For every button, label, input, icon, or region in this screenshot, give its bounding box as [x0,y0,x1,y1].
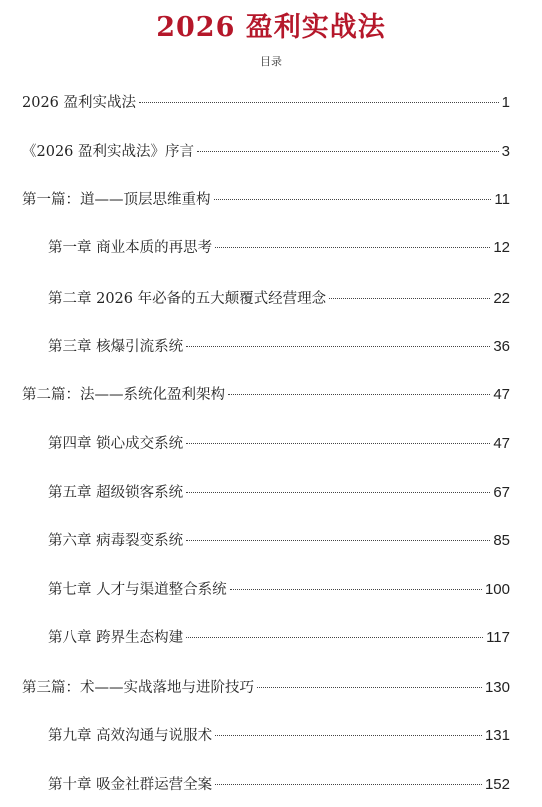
toc-entry-label: 第六章 病毒裂变系统 [48,533,184,549]
toc-entry[interactable] [48,724,510,748]
dot-leader [215,735,482,736]
toc-entry-label: 第五章 超级锁客系统 [48,485,184,501]
toc-entry[interactable] [48,773,510,797]
toc-page-number: 117 [486,629,510,646]
toc-page-number: 36 [493,338,510,355]
toc-entry-label: 第二篇：法——系统化盈利架构 [22,387,225,403]
toc-entry[interactable] [48,236,510,260]
toc-entry-label: 第一篇：道——顶层思维重构 [22,192,211,208]
toc-entry-label: 第八章 跨界生态构建 [48,630,184,646]
dot-leader [186,443,490,444]
toc-entry-label: 第二章 2026 年必备的五大颠覆式经营理念 [48,291,327,307]
toc-entry-label: 第三篇：术——实战落地与进阶技巧 [22,680,254,696]
toc-entry-label: 第七章 人才与渠道整合系统 [48,582,227,598]
toc-entry[interactable] [48,578,510,602]
toc-entry[interactable] [48,529,510,553]
toc-page-number: 47 [493,386,510,403]
dot-leader [215,247,490,248]
dot-leader [186,346,490,347]
toc-entry[interactable] [48,287,510,311]
toc-entry[interactable] [22,676,510,700]
document-title: 2026 盈利实战法 [156,12,386,43]
toc-page-number: 12 [493,239,510,256]
toc-entry[interactable] [22,188,510,212]
dot-leader [139,102,499,103]
toc-page-number: 100 [484,581,510,598]
toc-page-number: 85 [493,532,510,549]
toc-entry-label: 第十章 吸金社群运营全案 [48,777,213,793]
toc-entry[interactable] [22,91,510,115]
toc-entry[interactable] [22,140,510,164]
dot-leader [197,151,499,152]
dot-leader [257,687,482,688]
toc-page-number: 3 [501,143,510,160]
toc-page-number: 131 [484,727,510,744]
toc-entry-label: 第九章 高效沟通与说服术 [48,728,213,744]
toc-entry-label: 《2026 盈利实战法》序言 [22,144,195,160]
toc-page-number: 47 [493,435,510,452]
toc-entry[interactable] [22,383,510,407]
toc-page-number: 130 [484,679,510,696]
dot-leader [186,540,490,541]
toc-entry[interactable] [48,335,510,359]
toc-entry[interactable] [48,481,510,505]
dot-leader [215,784,482,785]
dot-leader [214,199,492,200]
toc-entry[interactable] [48,432,510,456]
dot-leader [186,492,490,493]
dot-leader [230,589,482,590]
toc-entry-label: 2026 盈利实战法 [22,95,137,111]
toc-page-number: 152 [484,776,510,793]
toc-page-number: 22 [493,290,510,307]
toc-entry-label: 第四章 锁心成交系统 [48,436,184,452]
toc-heading: 目录 [260,55,282,68]
dot-leader [228,394,490,395]
toc-entry-label: 第一章 商业本质的再思考 [48,240,213,256]
toc-entry-label: 第三章 核爆引流系统 [48,339,184,355]
toc-page-number: 11 [494,191,510,208]
toc-page-number: 1 [501,94,510,111]
dot-leader [329,298,490,299]
dot-leader [186,637,483,638]
toc-page-number: 67 [493,484,510,501]
toc-entry[interactable] [48,626,510,650]
